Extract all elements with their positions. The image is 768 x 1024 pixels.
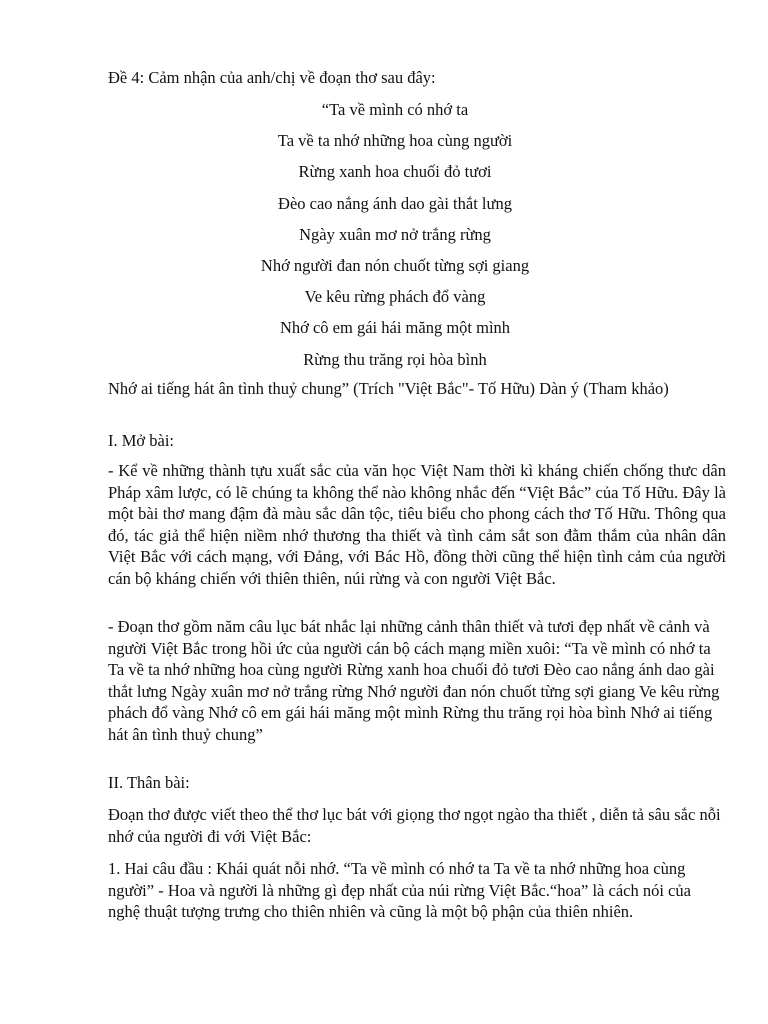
poem-line: Nhớ cô em gái hái măng một mình [279,318,511,338]
poem-line: “Ta về mình có nhớ ta [321,100,469,119]
intro-paragraph-context: - Kể về những thành tựu xuất sắc của văn học Việt Nam thời kì kháng chiến chống thưc dân Pháp xâm lược, có lẽ chúng ta không thể nào không nhắc đến “Việt Bắc” của Tố Hữu. Đây là một bài thơ mang đậm đà màu sắc dân tộc, tiêu biểu cho phong cách thơ Tố Hữu. Thông qua đó, tác giả thể hiện niềm nhớ thương tha thiết và tình cảm sắt son đằm thắm của nhân dân Việt Bắc với cách mạng, với Đảng, với Bác Hồ, đồng thời cũng thể hiện tình cảm của người cán bộ kháng chiến với thiên thiên, núi rừng và con người Việt Bắc. [108,461,726,588]
section-title-body: II. Thân bài: [108,773,190,792]
poem-line: Rừng thu trăng rọi hòa bình [303,349,487,369]
poem-line: Ta về ta nhớ những hoa cùng người [277,131,513,151]
poem-block [0,98,768,379]
poem-line: Rừng xanh hoa chuối đỏ tươi [298,162,492,182]
poem-line: Đèo cao nắng ánh dao gài thắt lưng [278,193,512,213]
body-intro-paragraph: Đoạn thơ được viết theo thể thơ lục bát với giọng thơ ngọt ngào tha thiết , diễn tả sâu sắc nỗi nhớ của người đi với Việt Bắc: [108,805,721,846]
intro-paragraph-excerpt: - Đoạn thơ gồm năm câu lục bát nhắc lại những cảnh thân thiết và tươi đẹp nhất về cảnh và người Việt Bắc trong hồi ức của người cán bộ cách mạng miền xuôi: “Ta về mình có nhớ ta Ta về ta nhớ những hoa cùng người Rừng xanh hoa chuối đỏ tươi Đèo cao nắng ánh dao gài thắt lưng Ngày xuân mơ nở trắng rừng Nhớ người đan nón chuốt từng sợi giang Ve kêu rừng phách đổ vàng Nhớ cô em gái hái măng một mình Rừng thu trăng rọi hòa bình Nhớ ai tiếng hát ân tình thuỷ chung” [108,617,720,744]
poem-line: Ngày xuân mơ nở trắng rừng [299,224,491,244]
question-heading: Đề 4: Cảm nhận của anh/chị về đoạn thơ sau đây: [108,68,436,87]
body-point-1-paragraph: 1. Hai câu đầu : Khái quát nỗi nhớ. “Ta về mình có nhớ ta Ta về ta nhớ những hoa cùng người” - Hoa và người là những gì đẹp nhất của núi rừng Việt Bắc.“hoa” là cách nói của nghệ thuật tượng trưng cho thiên nhiên và cũng là một bộ phận của thiên nhiên. [108,859,691,921]
poem-line: Ve kêu rừng phách đổ vàng [304,287,486,307]
poem-source-line: Nhớ ai tiếng hát ân tình thuỷ chung” (Trích "Việt Bắc"- Tố Hữu) Dàn ý (Tham khảo) [108,379,669,398]
section-title-intro: I. Mở bài: [108,431,175,450]
poem-line: Nhớ người đan nón chuốt từng sợi giang [260,255,530,275]
